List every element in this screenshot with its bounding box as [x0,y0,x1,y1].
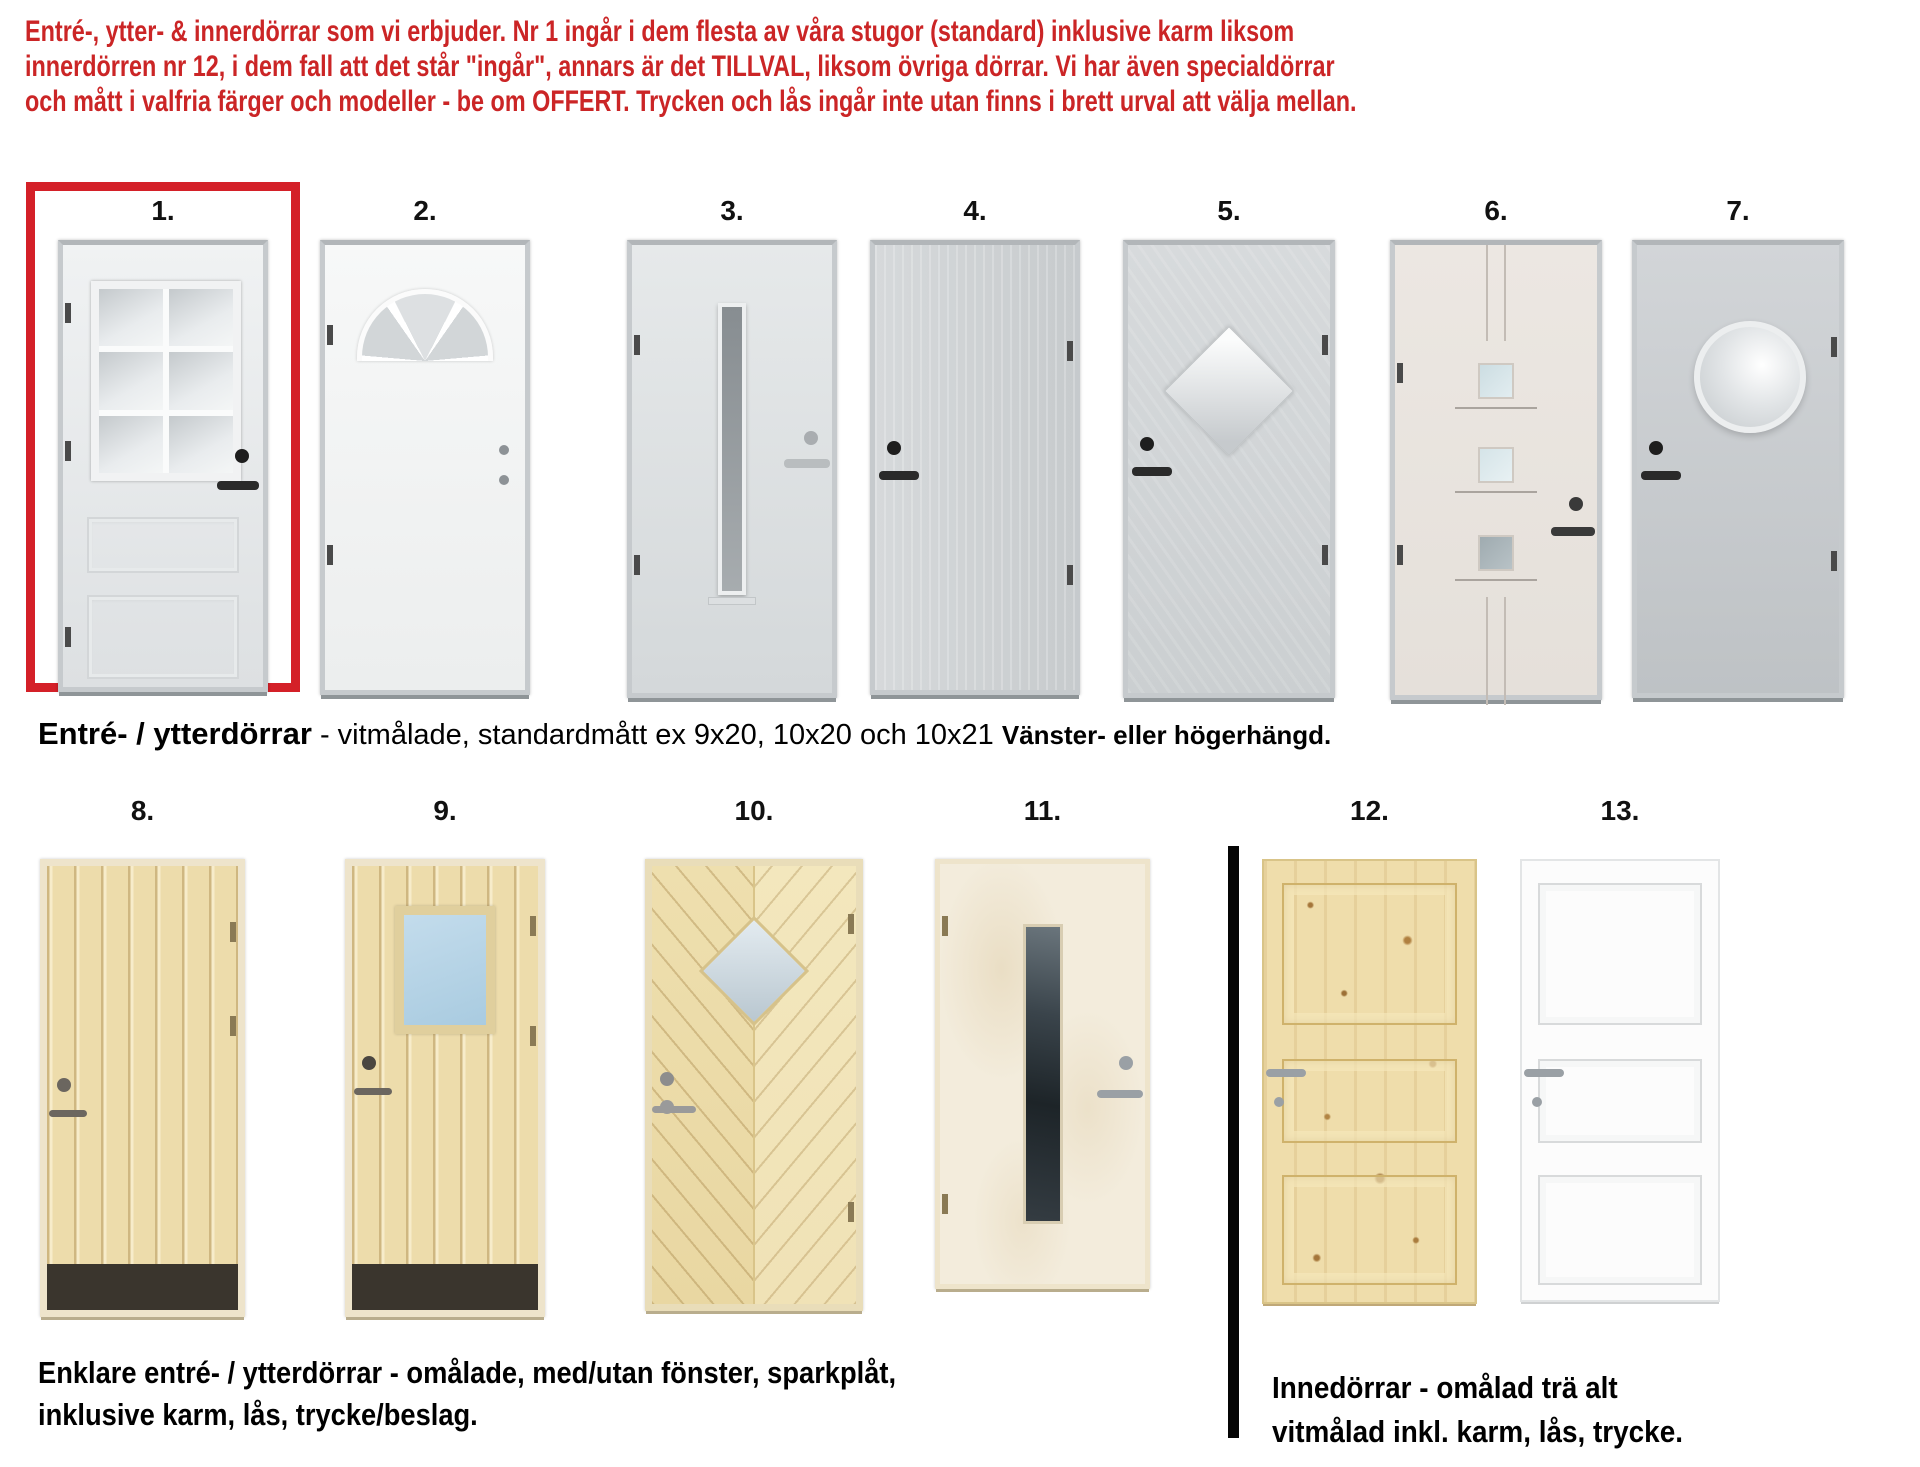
hinge-icon [1322,545,1328,565]
door-unit-8 [40,794,245,1317]
door-8-kick-plate [47,1264,238,1310]
hinge-icon [1397,363,1403,383]
door-handle-lever [217,481,259,490]
row1-caption [38,716,1331,752]
door-handle-knob [1140,437,1154,451]
door-handle-knob [1119,1056,1133,1070]
row2-caption-left-line1: Enklare entré- / ytterdörrar - omålade, med/utan fönster, sparkplåt, [38,1355,897,1390]
door-unit-5 [1123,194,1335,698]
door-handle-knob [660,1072,674,1086]
door-6-square-window-1 [1478,363,1514,399]
door-9-kick-plate [352,1264,538,1310]
door-3-number: 3. [720,195,744,226]
door-12-panel-middle [1282,1059,1457,1143]
groove-line [1504,597,1506,705]
door-1-window-grid [91,281,241,481]
door-11-vertical-glass-strip [1023,924,1063,1224]
door-7-number: 7. [1726,195,1750,226]
section-divider-line [1228,846,1239,1438]
door-handle-knob [499,445,509,455]
window-underline [1455,579,1537,581]
hinge-icon [1067,341,1073,361]
door-6-image [1390,240,1602,700]
door-12-panel-top [1282,883,1457,1025]
hinge-icon [530,916,536,936]
door-11-number: 11. [1023,795,1062,826]
row1-caption-bold2: Vänster- eller högerhängd. [1001,720,1332,750]
door-11-image [935,859,1150,1289]
hinge-icon [327,545,333,565]
door-unit-7 [1632,194,1844,698]
door-9-image [345,859,545,1317]
row1-caption-regular: - vitmålade, standardmått ex 9x20, 10x20 och 10x21 [311,719,1002,751]
door-12-number: 12. [1350,795,1389,826]
door-1-panel-upper [87,517,239,573]
door-handle-knob [804,431,818,445]
groove-line [1486,597,1488,705]
hinge-icon [1831,337,1837,357]
door-handle-knob [57,1078,71,1092]
door-3-vertical-glass-strip [718,303,746,595]
door-unit-6 [1390,194,1602,700]
door-unit-13 [1520,794,1720,1302]
door-handle-lever [1524,1069,1564,1077]
door-2-fan-window [357,289,493,361]
door-5-diamond-window [1164,326,1294,456]
door-unit-1 [58,194,268,692]
door-9-square-window [395,906,495,1034]
door-6-square-window-2 [1478,447,1514,483]
door-handle-lever [1097,1090,1143,1098]
groove-line [1486,245,1488,341]
window-pane [169,416,233,473]
door-12-image [1262,859,1477,1304]
hinge-icon [65,627,71,647]
door-unit-3 [627,194,837,698]
hinge-icon [634,335,640,355]
window-pane [169,289,233,346]
hinge-icon [65,441,71,461]
hinge-icon [1067,565,1073,585]
hinge-icon [1831,551,1837,571]
door-handle-knob [235,449,249,463]
door-unit-12 [1262,794,1477,1304]
window-pane [99,416,163,473]
window-pane [99,352,163,409]
door-unit-11 [935,794,1150,1289]
door-6-square-window-3 [1478,535,1514,571]
row2-caption-left-line2: inklusive karm, lås, trycke/beslag. [38,1397,478,1432]
hinge-icon [848,914,854,934]
header-text [25,14,1732,119]
door-13-panel-top [1538,883,1702,1025]
hinge-icon [530,1026,536,1046]
window-pane [169,352,233,409]
door-handle-lever [1132,467,1172,476]
door-handle-lever [354,1088,392,1095]
door-handle-lever [652,1106,696,1113]
door-10-number: 10. [734,795,774,826]
door-handle-lever [1641,471,1681,480]
door-keyhole [1274,1097,1284,1107]
window-underline [1455,407,1537,409]
door-5-image [1123,240,1335,698]
door-13-panel-bottom [1538,1175,1702,1285]
door-handle-lever [879,471,919,480]
door-unit-4 [870,194,1080,695]
row2-caption-right-line1: Innedörrar - omålad trä alt [1272,1370,1618,1405]
window-underline [1455,491,1537,493]
hinge-icon [848,1202,854,1222]
hinge-icon [1397,545,1403,565]
door-9-number: 9. [433,795,457,826]
door-13-image [1520,859,1720,1302]
hinge-icon [942,916,948,936]
hinge-icon [230,922,236,942]
door-8-number: 8. [130,795,155,826]
door-5-number: 5. [1217,195,1241,226]
door-handle-knob [887,441,901,455]
door-7-porthole-window [1694,321,1806,433]
door-1-image [58,240,268,692]
door-handle-knob [1649,441,1663,455]
door-keyhole [1532,1097,1542,1107]
door-4-number: 4. [963,195,987,226]
hinge-icon [1322,335,1328,355]
door-6-number: 6. [1484,195,1508,226]
door-handle-lever [784,459,830,468]
row1-caption-bold: Entré- / ytterdörrar [38,716,312,751]
door-1-panel-lower [87,595,239,679]
door-unit-2 [320,194,530,695]
door-unit-9 [345,794,545,1317]
door-8-image [40,859,245,1317]
door-2-number: 2. [413,195,437,226]
door-unit-10 [645,794,863,1311]
hinge-icon [230,1016,236,1036]
window-pane [99,289,163,346]
door-10-image [645,859,863,1311]
header-line-1: Entré-, ytter- & innerdörrar som vi erbjuder. Nr 1 ingår i dem flesta av våra stugor (standard) inklusive karm liksom [25,15,1295,48]
row2-caption-right-line2: vitmålad inkl. karm, lås, trycke. [1272,1414,1683,1449]
door-13-number: 13. [1600,795,1640,826]
door-handle-lever [1266,1069,1306,1077]
hinge-icon [634,555,640,575]
hinge-icon [65,303,71,323]
groove-line [1504,245,1506,341]
header-line-3: och mått i valfria färger och modeller - be om OFFERT. Trycken och lås ingår inte utan finns i brett urval att välja mellan. [25,85,1357,118]
row2-caption-left [38,1352,1013,1436]
door-1-number: 1. [151,195,175,226]
door-4-image [870,240,1080,695]
door-handle-lever [49,1110,87,1117]
door-lock-cylinder [499,475,509,485]
door-handle-knob [362,1056,376,1070]
door-7-image [1632,240,1844,698]
door-handle-knob [1569,497,1583,511]
door-2-image [320,240,530,695]
hinge-icon [327,325,333,345]
door-handle-lever [1551,527,1595,536]
door-3-window-sill [708,597,756,605]
row2-caption-right [1272,1366,1729,1454]
door-12-panel-bottom [1282,1175,1457,1285]
hinge-icon [942,1194,948,1214]
header-line-2: innerdörren nr 12, i dem fall att det står "ingår", annars är det TILLVAL, liksom övriga dörrar. Vi har även specialdörrar [25,50,1335,83]
door-3-image [627,240,837,698]
